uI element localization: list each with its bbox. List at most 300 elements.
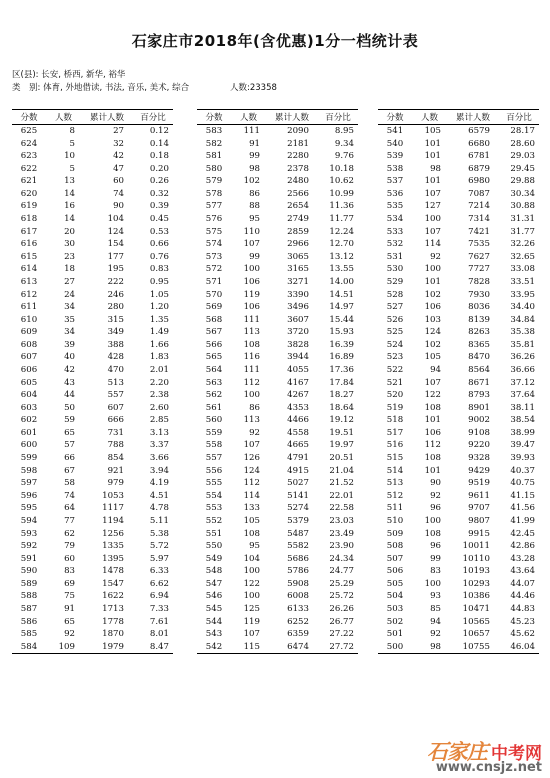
cell-percent: 8.47 (133, 641, 173, 654)
cell-count: 122 (424, 390, 441, 401)
cell-score: 515 (386, 453, 404, 464)
cell-percent: 24.77 (329, 566, 354, 577)
cell-cumulative: 2480 (287, 176, 309, 187)
cell-count: 57 (64, 440, 75, 451)
cell-count: 100 (424, 515, 441, 526)
cell-cumulative: 9807 (468, 515, 490, 526)
cell-percent: 14.51 (329, 289, 354, 300)
table-row (197, 351, 358, 364)
cell-score: 553 (205, 503, 223, 514)
cell-score: 607 (20, 352, 38, 363)
cell-count: 5 (69, 138, 75, 149)
table-row (197, 125, 358, 138)
cell-score: 549 (205, 553, 223, 564)
table-row (197, 515, 358, 528)
table-row (12, 439, 173, 452)
cell-score: 587 (20, 603, 38, 614)
cell-percent: 43.64 (510, 566, 535, 577)
category-line (12, 81, 277, 93)
table-row (12, 502, 173, 515)
table-row (197, 200, 358, 213)
cell-count: 83 (64, 566, 75, 577)
table-row (378, 251, 539, 264)
cell-count: 113 (243, 327, 260, 338)
cell-score: 564 (205, 364, 223, 375)
table-row (197, 578, 358, 591)
cell-cumulative: 8365 (468, 339, 490, 350)
cell-percent: 1.66 (149, 339, 169, 350)
cell-cumulative: 6879 (468, 163, 490, 174)
cell-percent: 34.84 (510, 314, 535, 325)
cell-score: 501 (386, 629, 404, 640)
cell-cumulative: 4055 (287, 364, 309, 375)
table-row (12, 377, 173, 390)
cell-score: 542 (197, 641, 231, 654)
cell-count: 96 (430, 541, 441, 552)
cell-count: 119 (243, 289, 260, 300)
cell-count: 94 (430, 364, 441, 375)
cell-score: 579 (205, 176, 223, 187)
cell-score: 530 (386, 264, 404, 275)
cell-percent: 31.31 (510, 214, 535, 225)
cell-score: 578 (205, 188, 223, 199)
cell-percent: 0.45 (149, 214, 169, 225)
cell-percent: 0.32 (149, 188, 169, 199)
cell-count: 95 (249, 541, 260, 552)
cell-count: 107 (243, 239, 260, 250)
cell-score: 504 (386, 591, 404, 602)
cell-count: 103 (424, 314, 441, 325)
cell-score: 599 (20, 453, 38, 464)
table-row (378, 377, 539, 390)
cell-count: 122 (243, 578, 260, 589)
cell-score: 526 (386, 314, 404, 325)
table-row (12, 477, 173, 490)
cell-count: 106 (424, 427, 441, 438)
cell-score: 539 (386, 151, 404, 162)
table-row (12, 263, 173, 276)
cell-cumulative: 349 (107, 327, 124, 338)
cell-percent: 18.64 (329, 402, 354, 413)
watermark-site-name: 中考网 (491, 743, 542, 764)
cell-score: 548 (205, 566, 223, 577)
cell-count: 86 (249, 402, 260, 413)
cell-count: 75 (64, 591, 75, 602)
cell-percent: 25.29 (329, 578, 354, 589)
cell-score: 500 (378, 641, 412, 654)
cell-count: 20 (64, 226, 75, 237)
cell-cumulative: 1870 (102, 629, 124, 640)
cell-score: 502 (386, 616, 404, 627)
cell-score: 525 (386, 327, 404, 338)
cell-percent: 35.81 (510, 339, 535, 350)
cell-score: 610 (20, 314, 38, 325)
cell-score: 614 (20, 264, 38, 275)
table-row (378, 502, 539, 515)
cell-count: 111 (243, 126, 260, 136)
table-row (378, 276, 539, 289)
cell-percent: 5.38 (149, 528, 169, 539)
cell-count: 102 (243, 176, 260, 187)
table-row (12, 603, 173, 616)
cell-cumulative: 1335 (102, 541, 124, 552)
table-row (378, 150, 539, 163)
cell-percent: 7.33 (149, 603, 169, 614)
cell-cumulative: 2654 (287, 201, 309, 212)
table-row (378, 590, 539, 603)
cell-score: 551 (205, 528, 223, 539)
cell-percent: 18.27 (329, 390, 354, 401)
cell-count: 101 (424, 276, 441, 287)
cell-percent: 46.04 (499, 641, 539, 654)
cell-count: 88 (249, 201, 260, 212)
cell-count: 58 (64, 478, 75, 489)
table-row (12, 628, 173, 641)
district-line: 区(县): 长安, 桥西, 新华, 裕华 (12, 70, 126, 80)
table-row (378, 289, 539, 302)
cell-count: 100 (243, 566, 260, 577)
cell-score: 583 (205, 126, 223, 136)
cell-percent: 11.77 (329, 214, 354, 225)
cell-cumulative: 4665 (287, 440, 309, 451)
cell-score: 510 (386, 515, 404, 526)
cell-score: 532 (386, 239, 404, 250)
cell-cumulative: 7214 (468, 201, 490, 212)
cell-score: 594 (20, 515, 38, 526)
table-row (12, 339, 173, 352)
cell-score: 598 (20, 465, 38, 476)
cell-score: 531 (386, 251, 404, 262)
cell-score: 513 (386, 478, 404, 489)
table-row (197, 251, 358, 264)
cell-score: 536 (386, 188, 404, 199)
cell-count: 24 (64, 289, 75, 300)
cell-cumulative: 60 (113, 176, 124, 187)
cell-score: 560 (205, 415, 223, 426)
cell-percent: 40.75 (510, 478, 535, 489)
table-row (12, 641, 173, 654)
cell-score: 573 (205, 251, 223, 262)
cell-score: 617 (20, 226, 38, 237)
header-percent: 百分比 (499, 110, 539, 125)
cell-count: 98 (412, 641, 447, 654)
cell-percent: 1.20 (149, 302, 169, 313)
table-row (197, 477, 358, 490)
cell-cumulative: 1194 (102, 515, 124, 526)
cell-score: 591 (20, 553, 38, 564)
cell-percent: 8.01 (149, 629, 169, 640)
cell-score: 533 (386, 226, 404, 237)
cell-score: 585 (20, 629, 38, 640)
cell-count: 115 (231, 641, 266, 654)
cell-cumulative: 124 (107, 226, 124, 237)
cell-score: 571 (205, 276, 223, 287)
cell-cumulative: 666 (107, 415, 124, 426)
cell-count: 116 (243, 352, 260, 363)
cell-cumulative: 854 (107, 453, 124, 464)
table-row (197, 590, 358, 603)
cell-percent: 0.26 (149, 176, 169, 187)
cell-percent: 36.66 (510, 364, 535, 375)
cell-percent: 41.99 (510, 515, 535, 526)
cell-percent: 42.86 (510, 541, 535, 552)
header-cumulative: 累计人数 (447, 110, 499, 125)
cell-percent: 29.03 (510, 151, 535, 162)
cell-cumulative: 4558 (287, 427, 309, 438)
table-row (197, 301, 358, 314)
cell-percent: 26.26 (329, 603, 354, 614)
table-row (378, 439, 539, 452)
table-row (12, 402, 173, 415)
cell-percent: 30.88 (510, 201, 535, 212)
cell-cumulative: 3065 (287, 251, 309, 262)
cell-count: 83 (430, 566, 441, 577)
table-header-row (12, 110, 173, 125)
cell-cumulative: 4353 (287, 402, 309, 413)
cell-cumulative: 90 (113, 201, 124, 212)
cell-cumulative: 8564 (468, 364, 490, 375)
cell-cumulative: 607 (107, 402, 124, 413)
cell-count: 85 (430, 603, 441, 614)
cell-cumulative: 7421 (468, 226, 490, 237)
total-count: 人数:23358 (230, 83, 277, 93)
cell-score: 554 (205, 490, 223, 501)
cell-percent: 3.66 (149, 453, 169, 464)
table-row (197, 540, 358, 553)
table-row (197, 490, 358, 503)
cell-count: 35 (64, 314, 75, 325)
cell-score: 602 (20, 415, 38, 426)
cell-count: 91 (64, 603, 75, 614)
cell-count: 92 (430, 490, 441, 501)
table-row (378, 200, 539, 213)
cell-count: 127 (424, 201, 441, 212)
table-row (197, 213, 358, 226)
cell-cumulative: 921 (107, 465, 124, 476)
cell-percent: 4.78 (149, 503, 169, 514)
cell-cumulative: 2378 (287, 163, 309, 174)
cell-percent: 20.51 (329, 453, 354, 464)
table-row (12, 301, 173, 314)
table-row (12, 226, 173, 239)
cell-cumulative: 6579 (468, 126, 490, 136)
cell-percent: 27.22 (329, 629, 354, 640)
cell-count: 125 (243, 603, 260, 614)
cell-cumulative: 10657 (462, 629, 490, 640)
table-row (197, 465, 358, 478)
cell-cumulative: 6252 (287, 616, 309, 627)
cell-cumulative: 315 (107, 314, 124, 325)
cell-percent: 27.72 (318, 641, 358, 654)
cell-score: 524 (386, 339, 404, 350)
cell-score: 565 (205, 352, 223, 363)
cell-count: 105 (243, 515, 260, 526)
cell-cumulative: 470 (107, 364, 124, 375)
cell-percent: 3.13 (149, 427, 169, 438)
cell-count: 64 (64, 503, 75, 514)
cell-score: 572 (205, 264, 223, 275)
cell-percent: 5.97 (149, 553, 169, 564)
table-row (378, 452, 539, 465)
cell-cumulative: 979 (107, 478, 124, 489)
cell-count: 5 (69, 163, 75, 174)
cell-score: 580 (205, 163, 223, 174)
cell-score: 534 (386, 214, 404, 225)
cell-cumulative: 4167 (287, 377, 309, 388)
cell-score: 616 (20, 239, 38, 250)
cell-count: 94 (430, 616, 441, 627)
cell-percent: 2.60 (149, 402, 169, 413)
cell-cumulative: 6359 (287, 629, 309, 640)
cell-cumulative: 557 (107, 390, 124, 401)
cell-percent: 12.24 (329, 226, 354, 237)
table-row (197, 616, 358, 629)
cell-cumulative: 3607 (287, 314, 309, 325)
cell-cumulative: 5487 (287, 528, 309, 539)
table-row (12, 289, 173, 302)
table-row (12, 125, 173, 138)
cell-count: 93 (430, 591, 441, 602)
table-row (197, 276, 358, 289)
cell-score: 576 (205, 214, 223, 225)
cell-score: 528 (386, 289, 404, 300)
cell-count: 10 (64, 151, 75, 162)
cell-count: 92 (430, 629, 441, 640)
cell-percent: 22.01 (329, 490, 354, 501)
cell-count: 99 (249, 251, 260, 262)
cell-score: 621 (20, 176, 38, 187)
table-row (378, 414, 539, 427)
cell-percent: 2.20 (149, 377, 169, 388)
cell-count: 14 (64, 214, 75, 225)
cell-cumulative: 4466 (287, 415, 309, 426)
cell-count: 113 (243, 415, 260, 426)
cell-cumulative: 8793 (468, 390, 490, 401)
table-row (378, 263, 539, 276)
cell-count: 98 (249, 163, 260, 174)
cell-count: 107 (243, 629, 260, 640)
cell-score: 619 (20, 201, 38, 212)
cell-count: 114 (424, 239, 441, 250)
cell-score: 575 (205, 226, 223, 237)
table-row (197, 628, 358, 641)
cell-count: 100 (424, 264, 441, 275)
cell-percent: 38.99 (510, 427, 535, 438)
cell-percent: 9.34 (334, 138, 354, 149)
table-row (378, 339, 539, 352)
cell-cumulative: 3390 (287, 289, 309, 300)
cell-cumulative: 7727 (468, 264, 490, 275)
cell-percent: 2.38 (149, 390, 169, 401)
cell-percent: 34.40 (510, 302, 535, 313)
cell-cumulative: 6008 (287, 591, 309, 602)
cell-cumulative: 9328 (468, 453, 490, 464)
cell-percent: 8.95 (334, 126, 354, 136)
table-row (378, 238, 539, 251)
table-row (378, 213, 539, 226)
cell-count: 101 (424, 151, 441, 162)
cell-cumulative: 6680 (468, 138, 490, 149)
cell-percent: 2.85 (149, 415, 169, 426)
cell-count: 119 (243, 616, 260, 627)
cell-percent: 6.94 (149, 591, 169, 602)
cell-score: 574 (205, 239, 223, 250)
cell-percent: 0.83 (149, 264, 169, 275)
cell-score: 522 (386, 364, 404, 375)
table-row (378, 389, 539, 402)
cell-score: 577 (205, 201, 223, 212)
table-row (197, 377, 358, 390)
cell-score: 559 (205, 427, 223, 438)
cell-percent: 12.70 (329, 239, 354, 250)
cell-percent: 32.65 (510, 251, 535, 262)
cell-count: 98 (430, 163, 441, 174)
cell-count: 99 (249, 151, 260, 162)
cell-percent: 33.08 (510, 264, 535, 275)
cell-count: 91 (249, 138, 260, 149)
cell-cumulative: 5908 (287, 578, 309, 589)
cell-percent: 31.77 (510, 226, 535, 237)
cell-score: 623 (20, 151, 38, 162)
cell-score: 555 (205, 478, 223, 489)
cell-score: 520 (386, 390, 404, 401)
cell-score: 563 (205, 377, 223, 388)
cell-score: 508 (386, 541, 404, 552)
table-row (12, 175, 173, 188)
cell-percent: 5.11 (149, 515, 169, 526)
table-row (197, 402, 358, 415)
header-percent: 百分比 (318, 110, 358, 125)
cell-cumulative: 9915 (468, 528, 490, 539)
cell-score: 505 (386, 578, 404, 589)
cell-cumulative: 388 (107, 339, 124, 350)
cell-percent: 16.89 (329, 352, 354, 363)
cell-score: 562 (205, 390, 223, 401)
cell-cumulative: 5582 (287, 541, 309, 552)
cell-cumulative: 1256 (102, 528, 124, 539)
cell-cumulative: 7930 (468, 289, 490, 300)
cell-cumulative: 7828 (468, 276, 490, 287)
cell-count: 107 (424, 377, 441, 388)
table-row (197, 326, 358, 339)
cell-cumulative: 513 (107, 377, 124, 388)
table-row (12, 465, 173, 478)
cell-count: 50 (64, 402, 75, 413)
cell-cumulative: 4915 (287, 465, 309, 476)
cell-percent: 5.72 (149, 541, 169, 552)
cell-percent: 0.95 (149, 276, 169, 287)
cell-cumulative: 8263 (468, 327, 490, 338)
table-row (197, 452, 358, 465)
table-row (12, 553, 173, 566)
cell-percent: 19.51 (329, 427, 354, 438)
cell-score: 589 (20, 578, 38, 589)
cell-percent: 10.62 (329, 176, 354, 187)
cell-score: 609 (20, 327, 38, 338)
cell-cumulative: 2280 (287, 151, 309, 162)
table-row (12, 565, 173, 578)
cell-score: 618 (20, 214, 38, 225)
cell-percent: 43.28 (510, 553, 535, 564)
table-row (378, 465, 539, 478)
header-cumulative: 累计人数 (81, 110, 133, 125)
cell-score: 519 (386, 402, 404, 413)
cell-count: 100 (243, 264, 260, 275)
table-row (378, 628, 539, 641)
cell-score: 558 (205, 440, 223, 451)
cell-cumulative: 5686 (287, 553, 309, 564)
cell-count: 112 (243, 478, 260, 489)
